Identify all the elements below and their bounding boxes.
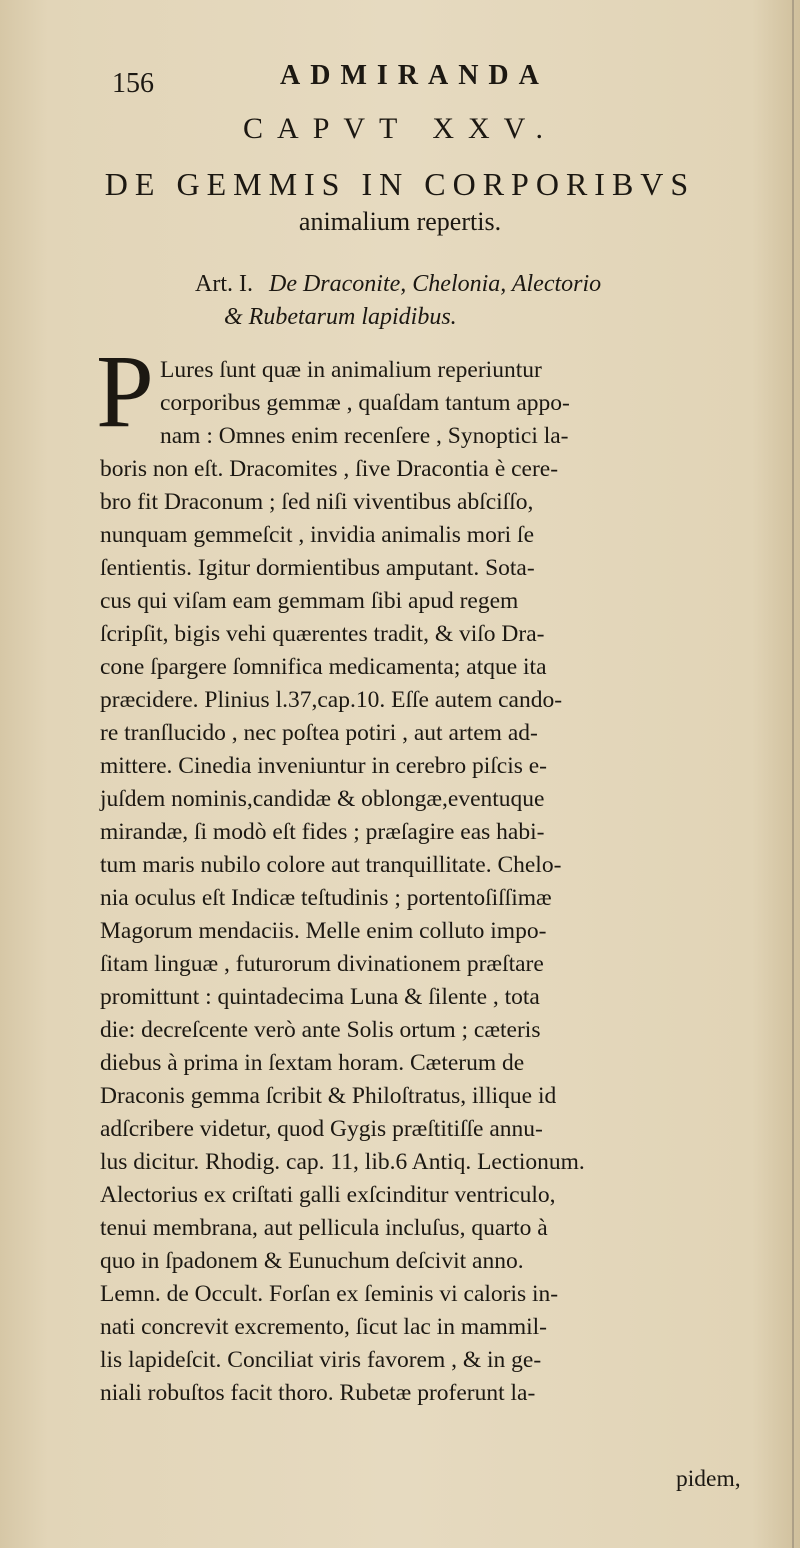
text-line: die: decreſcente verò ante Solis ortum ; cæteris: [100, 1017, 541, 1043]
text-line: corporibus gemmæ , quaſdam tantum appo-: [160, 390, 570, 416]
text-line: quo in ſpadonem & Eunuchum deſcivit anno.: [100, 1248, 524, 1274]
text-line: Lures ſunt quæ in animalium reperiuntur: [160, 357, 542, 383]
text-line: lus dicitur. Rhodig. cap. 11, lib.6 Antiq. Lectionum.: [100, 1149, 585, 1175]
article-title-line2: & Rubetarum lapidibus.: [224, 304, 457, 330]
article-title-line1: De Draconite, Chelonia, Alectorio: [268, 271, 602, 297]
text-line: Draconis gemma ſcribit & Philoſtratus, illique id: [100, 1083, 557, 1109]
running-head: [100, 56, 720, 99]
text-line: cus qui viſam eam gemmam ſibi apud regem: [100, 588, 519, 614]
text-line: ſentientis. Igitur dormientibus amputant. Sota-: [100, 555, 535, 581]
text-line: præcidere. Plinius l.37,cap.10. Eſſe autem cando-: [100, 687, 563, 713]
article-label: Art. I.: [195, 271, 253, 297]
text-line: tenui membrana, aut pellicula incluſus, quarto à: [100, 1215, 548, 1241]
text-line: lis lapideſcit. Conciliat viris favorem , & in ge-: [100, 1347, 542, 1373]
text-line: nunquam gemmeſcit , invidia animalis mori ſe: [100, 522, 535, 548]
text-line: nam : Omnes enim recenſere , Synoptici la-: [160, 423, 569, 449]
text-line: juſdem nominis,candidæ & oblongæ,eventuque: [100, 786, 545, 812]
text-line: Magorum mendaciis. Melle enim colluto impo-: [100, 918, 547, 944]
running-title: ADMIRANDA: [280, 60, 549, 91]
text-line: Lemn. de Occult. Forſan ex ſeminis vi caloris in-: [100, 1281, 559, 1307]
text-line: bro fit Draconum ; ſed niſi viventibus abſciſſo,: [100, 489, 534, 515]
text-line: promittunt : quintadecima Luna & ſilente , tota: [100, 984, 540, 1010]
section-subheading: animalium repertis.: [298, 207, 502, 236]
text-line: adſcribere videtur, quod Gygis præſtitiſſe annu-: [100, 1116, 543, 1142]
text-line: mirandæ, ſi modò eſt fides ; præſagire eas habi-: [100, 819, 545, 845]
text-line: Alectorius ex criſtati galli exſcinditur ventriculo,: [100, 1182, 556, 1208]
page-number: 156: [112, 68, 154, 99]
drop-cap: P: [96, 334, 154, 449]
article-title: [195, 271, 601, 298]
text-line: tum maris nubilo colore aut tranquillitate. Chelo-: [100, 852, 562, 878]
text-line: mittere. Cinedia inveniuntur in cerebro piſcis e-: [100, 753, 548, 779]
text-line: boris non eſt. Dracomites , ſive Dracontia è cere-: [100, 456, 559, 482]
text-line: cone ſpargere ſomnifica medicamenta; atque ita: [100, 654, 547, 680]
text-line: nati concrevit excremento, ſicut lac in mammil-: [100, 1314, 547, 1340]
text-line: diebus à prima in ſextam horam. Cæterum de: [100, 1050, 525, 1076]
text-line: nia oculus eſt Indicæ teſtudinis ; portentoſiſſimæ: [100, 885, 552, 911]
text-line: ſitam linguæ , futurorum divinationem præſtare: [100, 951, 544, 977]
text-line: niali robuſtos facit thoro. Rubetæ proferunt la-: [100, 1380, 536, 1406]
chapter-heading: CAPVT XXV.: [243, 112, 557, 145]
section-heading: DE GEMMIS IN CORPORIBVS: [104, 166, 696, 202]
text-line: re tranſlucido , nec poſtea potiri , aut artem ad-: [100, 720, 538, 746]
text-line: ſcripſit, bigis vehi quærentes tradit, & viſo Dra-: [100, 621, 545, 647]
catchword: pidem,: [676, 1466, 741, 1492]
